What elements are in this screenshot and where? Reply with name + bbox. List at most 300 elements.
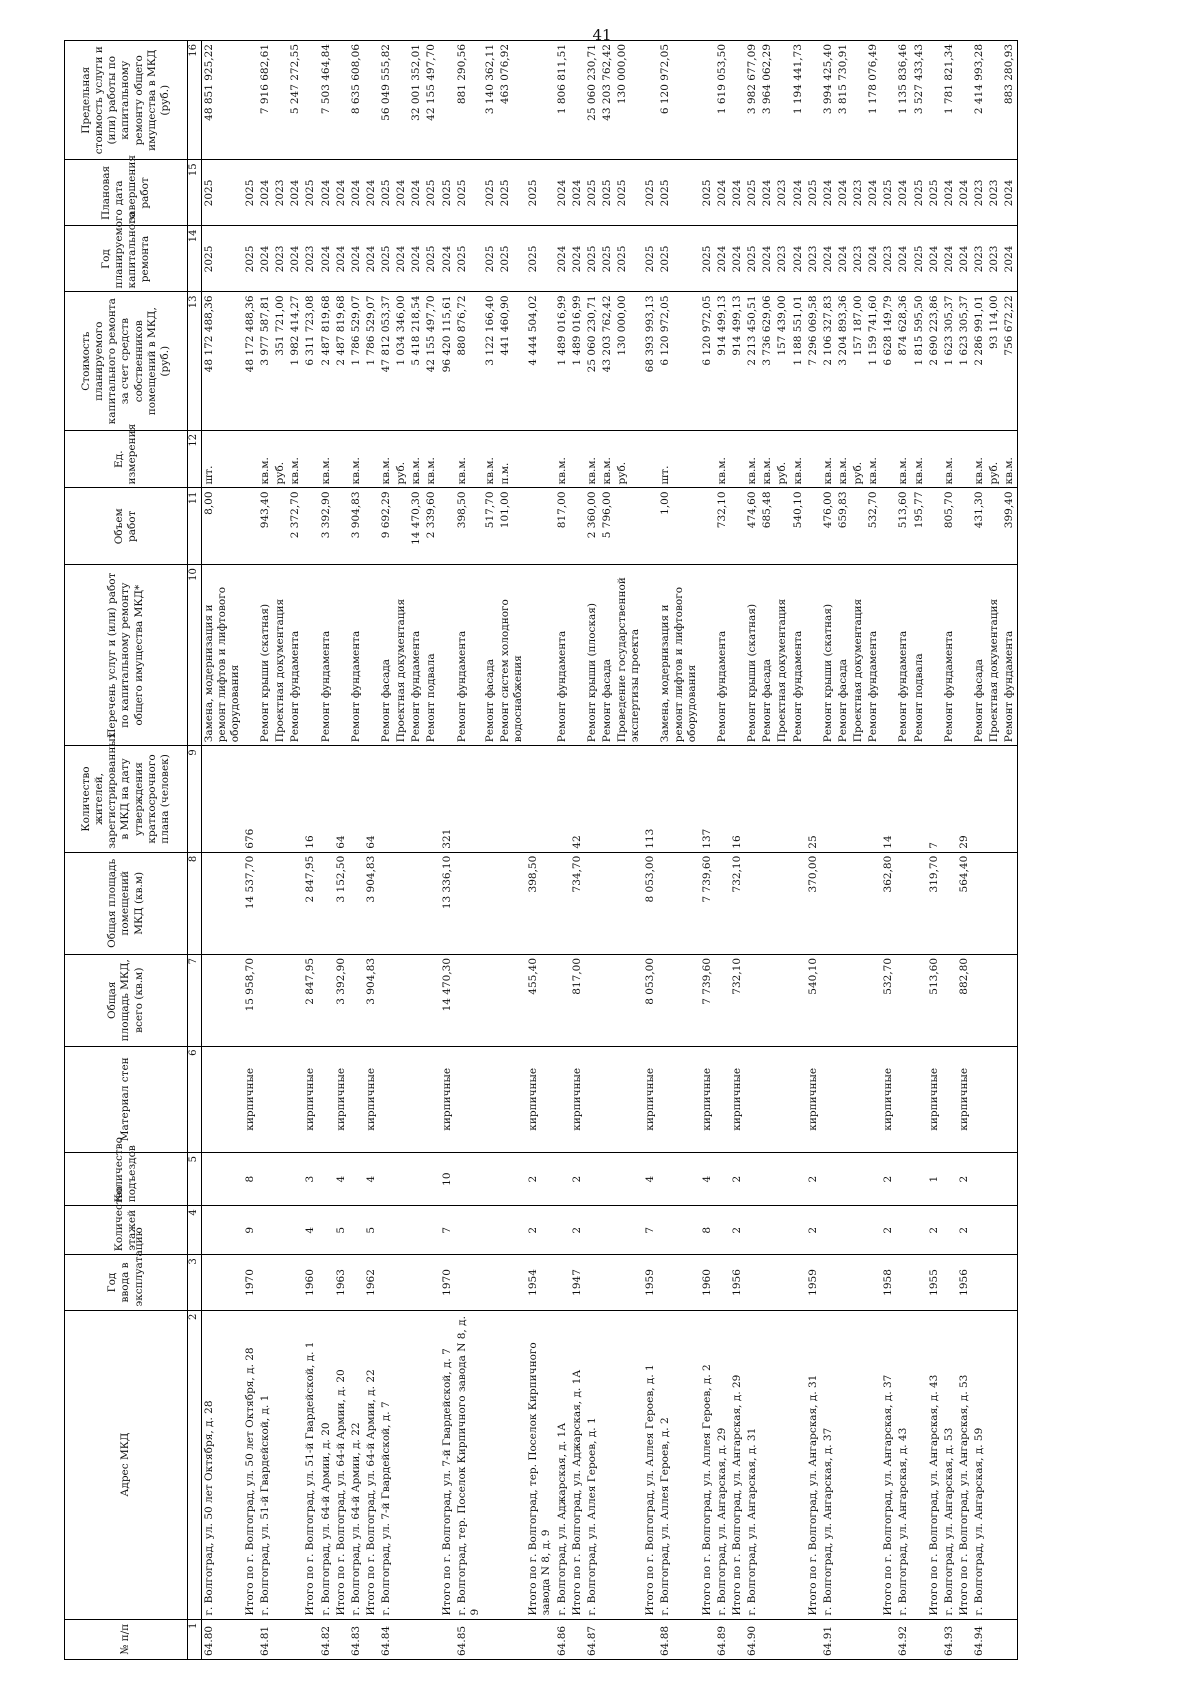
work-type: Ремонт подвала: [912, 565, 927, 746]
address: [1002, 1310, 1018, 1619]
total-area: 513,60: [927, 954, 942, 1046]
header-row: [65, 41, 188, 1660]
planned-year: 2025: [498, 226, 526, 292]
total-area: 2 847,95: [303, 954, 318, 1046]
cost-limit: [364, 41, 379, 160]
premises-area: [258, 852, 273, 954]
rotated-table-container: [64, 40, 1120, 1660]
completion-date: 2024: [364, 160, 379, 226]
planned-year: 2025: [600, 226, 615, 292]
completion-date: 2025: [927, 160, 942, 226]
address: Итого по г. Волгоград, ул. 51-й Гвардейской, д. 1: [303, 1310, 318, 1619]
planned-cost: 1 786 529,07: [349, 292, 364, 430]
row-number: 64.85: [455, 1619, 483, 1659]
work-type: Ремонт фундамента: [409, 565, 424, 746]
premises-area: 2 847,95: [303, 852, 318, 954]
address: г. Волгоград, ул. Ангарская, д. 43: [896, 1310, 911, 1619]
entrances-count: [258, 1153, 273, 1206]
work-volume: 5 796,00: [600, 488, 615, 565]
unit: кв.м.: [836, 430, 851, 488]
work-volume: 195,77: [912, 488, 927, 565]
planned-cost: 3 736 629,06: [760, 292, 775, 430]
year-built: [1002, 1255, 1018, 1310]
total-area: [600, 954, 615, 1046]
work-type: Ремонт фундамента: [715, 565, 730, 746]
unit: кв.м.: [288, 430, 303, 488]
address: [775, 1310, 790, 1619]
unit: кв.м.: [866, 430, 881, 488]
cost-limit: 8 635 608,06: [349, 41, 364, 160]
table-row: [791, 41, 806, 1660]
planned-year: 2024: [715, 226, 730, 292]
address: [394, 1310, 409, 1619]
cost-limit: [334, 41, 349, 160]
address: г. Волгоград, ул. Ангарская, д. 53: [942, 1310, 957, 1619]
entrances-count: [555, 1153, 570, 1206]
row-number: [881, 1619, 896, 1659]
residents-count: [455, 746, 483, 853]
total-area: [555, 954, 570, 1046]
floors-count: 9: [243, 1206, 258, 1255]
row-number: 64.89: [715, 1619, 730, 1659]
work-volume: [526, 488, 554, 565]
entrances-count: 1: [927, 1153, 942, 1206]
column-number-4: 4: [188, 1206, 202, 1255]
year-built: [775, 1255, 790, 1310]
unit: кв.м.: [745, 430, 760, 488]
address: [615, 1310, 643, 1619]
column-header-5: Количество подъездов: [65, 1153, 188, 1206]
completion-date: 2025: [806, 160, 821, 226]
address: Итого по г. Волгоград, ул. Ангарская, д. 53: [957, 1310, 972, 1619]
table-row: [912, 41, 927, 1660]
floors-count: [715, 1206, 730, 1255]
column-number-13: 13: [188, 292, 202, 430]
total-area: [349, 954, 364, 1046]
table-row: [1002, 41, 1018, 1660]
floors-count: 2: [957, 1206, 972, 1255]
row-number: [791, 1619, 806, 1659]
residents-count: [745, 746, 760, 853]
wall-material: [836, 1046, 851, 1153]
premises-area: 398,50: [526, 852, 554, 954]
completion-date: 2025: [498, 160, 526, 226]
row-number: [334, 1619, 349, 1659]
entrances-count: [658, 1153, 699, 1206]
year-built: [349, 1255, 364, 1310]
wall-material: [424, 1046, 439, 1153]
wall-material: кирпичные: [927, 1046, 942, 1153]
work-volume: [700, 488, 715, 565]
floors-count: [585, 1206, 600, 1255]
wall-material: [585, 1046, 600, 1153]
floors-count: [791, 1206, 806, 1255]
residents-count: 676: [243, 746, 258, 853]
premises-area: [409, 852, 424, 954]
year-built: 1954: [526, 1255, 554, 1310]
unit: [806, 430, 821, 488]
address: [409, 1310, 424, 1619]
entrances-count: [866, 1153, 881, 1206]
address: г. Волгоград, ул. Ангарская, д. 31: [745, 1310, 760, 1619]
cost-limit: [881, 41, 896, 160]
wall-material: [745, 1046, 760, 1153]
unit: руб.: [851, 430, 866, 488]
wall-material: кирпичные: [303, 1046, 318, 1153]
residents-count: [972, 746, 987, 853]
cost-limit: 48 851 925,22: [201, 41, 243, 160]
cost-limit: [957, 41, 972, 160]
residents-count: 113: [643, 746, 658, 853]
work-type: [881, 565, 896, 746]
residents-count: [760, 746, 775, 853]
cost-limit: 3 815 730,91: [836, 41, 851, 160]
cost-limit: [303, 41, 318, 160]
row-number: [912, 1619, 927, 1659]
total-area: [942, 954, 957, 1046]
address: Итого по г. Волгоград, ул. 50 лет Октября, д. 28: [243, 1310, 258, 1619]
column-number-2: 2: [188, 1310, 202, 1619]
wall-material: [409, 1046, 424, 1153]
row-number: [440, 1619, 455, 1659]
year-built: 1947: [570, 1255, 585, 1310]
unit: [643, 430, 658, 488]
address: Итого по г. Волгоград, ул. Ангарская, д. 37: [881, 1310, 896, 1619]
unit: [334, 430, 349, 488]
planned-cost: 441 460,90: [498, 292, 526, 430]
residents-count: [866, 746, 881, 853]
table-row: [760, 41, 775, 1660]
wall-material: кирпичные: [440, 1046, 455, 1153]
completion-date: 2024: [319, 160, 334, 226]
completion-date: 2025: [243, 160, 258, 226]
residents-count: [600, 746, 615, 853]
work-type: [440, 565, 455, 746]
work-type: [303, 565, 318, 746]
work-volume: 474,60: [745, 488, 760, 565]
unit: [570, 430, 585, 488]
wall-material: [273, 1046, 288, 1153]
work-type: Замена, модернизация и ремонт лифтов и лифтового оборудования: [201, 565, 243, 746]
planned-year: 2025: [700, 226, 715, 292]
table-row: [600, 41, 615, 1660]
cost-limit: 7 916 682,61: [258, 41, 273, 160]
total-area: [288, 954, 303, 1046]
work-volume: 9 692,29: [379, 488, 394, 565]
entrances-count: 2: [957, 1153, 972, 1206]
unit: п.м.: [498, 430, 526, 488]
cost-limit: [273, 41, 288, 160]
unit: кв.м.: [1002, 430, 1018, 488]
row-number: [288, 1619, 303, 1659]
completion-date: 2024: [570, 160, 585, 226]
address: Итого по г. Волгоград, ул. Ангарская, д. 43: [927, 1310, 942, 1619]
planned-year: 2024: [258, 226, 273, 292]
cost-limit: 25 060 230,71: [585, 41, 600, 160]
premises-area: [972, 852, 987, 954]
table-row: [615, 41, 643, 1660]
wall-material: кирпичные: [526, 1046, 554, 1153]
floors-count: 2: [806, 1206, 821, 1255]
planned-year: 2024: [760, 226, 775, 292]
planned-cost: 48 172 488,36: [243, 292, 258, 430]
work-volume: 685,48: [760, 488, 775, 565]
planned-year: 2025: [745, 226, 760, 292]
year-built: [912, 1255, 927, 1310]
residents-count: 137: [700, 746, 715, 853]
row-number: [927, 1619, 942, 1659]
completion-date: 2025: [483, 160, 498, 226]
unit: кв.м.: [409, 430, 424, 488]
residents-count: [349, 746, 364, 853]
unit: [881, 430, 896, 488]
floors-count: [615, 1206, 643, 1255]
floors-count: [896, 1206, 911, 1255]
row-number: 64.91: [821, 1619, 836, 1659]
table-row: [836, 41, 851, 1660]
completion-date: 2024: [942, 160, 957, 226]
planned-cost: 914 499,13: [715, 292, 730, 430]
address: [498, 1310, 526, 1619]
address: г. Волгоград, ул. 51-й Гвардейской, д. 1: [258, 1310, 273, 1619]
planned-cost: 1 188 551,01: [791, 292, 806, 430]
wall-material: кирпичные: [643, 1046, 658, 1153]
year-built: 1959: [643, 1255, 658, 1310]
planned-cost: 1 489 016,99: [555, 292, 570, 430]
residents-count: 7: [927, 746, 942, 853]
entrances-count: [379, 1153, 394, 1206]
address: г. Волгоград, ул. 50 лет Октября, д. 28: [201, 1310, 243, 1619]
planned-cost: 351 721,00: [273, 292, 288, 430]
planned-cost: 914 499,13: [730, 292, 745, 430]
completion-date: 2025: [201, 160, 243, 226]
completion-date: 2025: [440, 160, 455, 226]
row-number: 64.90: [745, 1619, 760, 1659]
entrances-count: [288, 1153, 303, 1206]
residents-count: [658, 746, 699, 853]
total-area: [836, 954, 851, 1046]
unit: кв.м.: [972, 430, 987, 488]
repair-plan-table: [64, 40, 1018, 1660]
work-type: Ремонт фундамента: [896, 565, 911, 746]
wall-material: [600, 1046, 615, 1153]
year-built: [836, 1255, 851, 1310]
total-area: 15 958,70: [243, 954, 258, 1046]
row-number: [730, 1619, 745, 1659]
residents-count: [258, 746, 273, 853]
table-row: [319, 41, 334, 1660]
floors-count: [379, 1206, 394, 1255]
entrances-count: [821, 1153, 836, 1206]
premises-area: 8 053,00: [643, 852, 658, 954]
cost-limit: 881 290,56: [455, 41, 483, 160]
total-area: 14 470,30: [440, 954, 455, 1046]
entrances-count: 4: [364, 1153, 379, 1206]
floors-count: 5: [334, 1206, 349, 1255]
unit: [364, 430, 379, 488]
entrances-count: [745, 1153, 760, 1206]
planned-year: 2025: [201, 226, 243, 292]
completion-date: 2025: [643, 160, 658, 226]
premises-area: [1002, 852, 1018, 954]
column-number-7: 7: [188, 954, 202, 1046]
table-row: [364, 41, 379, 1660]
row-number: [526, 1619, 554, 1659]
residents-count: 16: [730, 746, 745, 853]
total-area: [912, 954, 927, 1046]
floors-count: [600, 1206, 615, 1255]
total-area: [791, 954, 806, 1046]
residents-count: [851, 746, 866, 853]
planned-year: 2025: [379, 226, 394, 292]
unit: [303, 430, 318, 488]
total-area: [319, 954, 334, 1046]
wall-material: [791, 1046, 806, 1153]
unit: [927, 430, 942, 488]
table-row: [775, 41, 790, 1660]
planned-cost: 1 815 595,50: [912, 292, 927, 430]
unit: [957, 430, 972, 488]
entrances-count: [273, 1153, 288, 1206]
total-area: [498, 954, 526, 1046]
residents-count: [201, 746, 243, 853]
premises-area: [585, 852, 600, 954]
address: [851, 1310, 866, 1619]
premises-area: [760, 852, 775, 954]
work-volume: [303, 488, 318, 565]
work-volume: [243, 488, 258, 565]
column-number-6: 6: [188, 1046, 202, 1153]
floors-count: [851, 1206, 866, 1255]
wall-material: [851, 1046, 866, 1153]
planned-year: 2025: [424, 226, 439, 292]
premises-area: 734,70: [570, 852, 585, 954]
work-type: Ремонт крыши (скатная): [745, 565, 760, 746]
wall-material: [658, 1046, 699, 1153]
total-area: 455,40: [526, 954, 554, 1046]
row-number: [836, 1619, 851, 1659]
premises-area: [615, 852, 643, 954]
address: г. Волгоград, ул. Аллея Героев, д. 2: [658, 1310, 699, 1619]
completion-date: 2024: [836, 160, 851, 226]
table-row: [455, 41, 483, 1660]
floors-count: 2: [881, 1206, 896, 1255]
entrances-count: [775, 1153, 790, 1206]
work-volume: [364, 488, 379, 565]
planned-year: 2025: [615, 226, 643, 292]
table-row: [526, 41, 554, 1660]
floors-count: 7: [440, 1206, 455, 1255]
premises-area: 370,00: [806, 852, 821, 954]
residents-count: 14: [881, 746, 896, 853]
table-row: [957, 41, 972, 1660]
row-number: [1002, 1619, 1018, 1659]
total-area: 540,10: [806, 954, 821, 1046]
entrances-count: 4: [700, 1153, 715, 1206]
address: г. Волгоград, ул. Ангарская, д. 29: [715, 1310, 730, 1619]
address: [273, 1310, 288, 1619]
table-row: [866, 41, 881, 1660]
premises-area: [555, 852, 570, 954]
table-row: [927, 41, 942, 1660]
cost-limit: [440, 41, 455, 160]
floors-count: [836, 1206, 851, 1255]
floors-count: 2: [526, 1206, 554, 1255]
wall-material: кирпичные: [730, 1046, 745, 1153]
year-built: 1962: [364, 1255, 379, 1310]
column-number-14: 14: [188, 226, 202, 292]
work-type: Замена, модернизация и ремонт лифтов и лифтового оборудования: [658, 565, 699, 746]
work-volume: 399,40: [1002, 488, 1018, 565]
work-type: [957, 565, 972, 746]
completion-date: 2024: [730, 160, 745, 226]
column-header-13: Стоимость планируемого капитального ремонта за счет средств собственников помещений в МКД, (руб.): [65, 292, 188, 430]
table-row: [483, 41, 498, 1660]
table-body: [201, 41, 1018, 1660]
table-row: [896, 41, 911, 1660]
entrances-count: [455, 1153, 483, 1206]
cost-limit: 5 247 272,55: [288, 41, 303, 160]
entrances-count: [585, 1153, 600, 1206]
work-type: Ремонт фундамента: [555, 565, 570, 746]
completion-date: 2025: [658, 160, 699, 226]
year-built: 1970: [243, 1255, 258, 1310]
floors-count: [1002, 1206, 1018, 1255]
row-number: [424, 1619, 439, 1659]
wall-material: [455, 1046, 483, 1153]
wall-material: кирпичные: [243, 1046, 258, 1153]
cost-limit: 3 964 062,29: [760, 41, 775, 160]
total-area: [658, 954, 699, 1046]
work-type: Ремонт фундамента: [1002, 565, 1018, 746]
row-number: [806, 1619, 821, 1659]
work-volume: [881, 488, 896, 565]
year-built: [715, 1255, 730, 1310]
total-area: [745, 954, 760, 1046]
planned-year: 2025: [526, 226, 554, 292]
planned-cost: 2 213 450,51: [745, 292, 760, 430]
planned-year: 2024: [821, 226, 836, 292]
planned-cost: 3 204 893,36: [836, 292, 851, 430]
floors-count: [987, 1206, 1002, 1255]
row-number: 64.88: [658, 1619, 699, 1659]
year-built: [455, 1255, 483, 1310]
work-volume: 659,83: [836, 488, 851, 565]
work-volume: 532,70: [866, 488, 881, 565]
work-type: Ремонт систем холодного водоснабжения: [498, 565, 526, 746]
planned-year: 2023: [851, 226, 866, 292]
year-built: 1955: [927, 1255, 942, 1310]
row-number: [775, 1619, 790, 1659]
table-row: [334, 41, 349, 1660]
floors-count: [658, 1206, 699, 1255]
row-number: [600, 1619, 615, 1659]
entrances-count: [972, 1153, 987, 1206]
planned-year: 2025: [643, 226, 658, 292]
planned-cost: 25 060 230,71: [585, 292, 600, 430]
address: [987, 1310, 1002, 1619]
unit: руб.: [394, 430, 409, 488]
column-header-6: Материал стен: [65, 1046, 188, 1153]
work-volume: 3 392,90: [319, 488, 334, 565]
premises-area: [319, 852, 334, 954]
entrances-count: 10: [440, 1153, 455, 1206]
wall-material: [760, 1046, 775, 1153]
unit: кв.м.: [896, 430, 911, 488]
planned-year: 2025: [243, 226, 258, 292]
table-row: [555, 41, 570, 1660]
row-number: 64.94: [972, 1619, 987, 1659]
